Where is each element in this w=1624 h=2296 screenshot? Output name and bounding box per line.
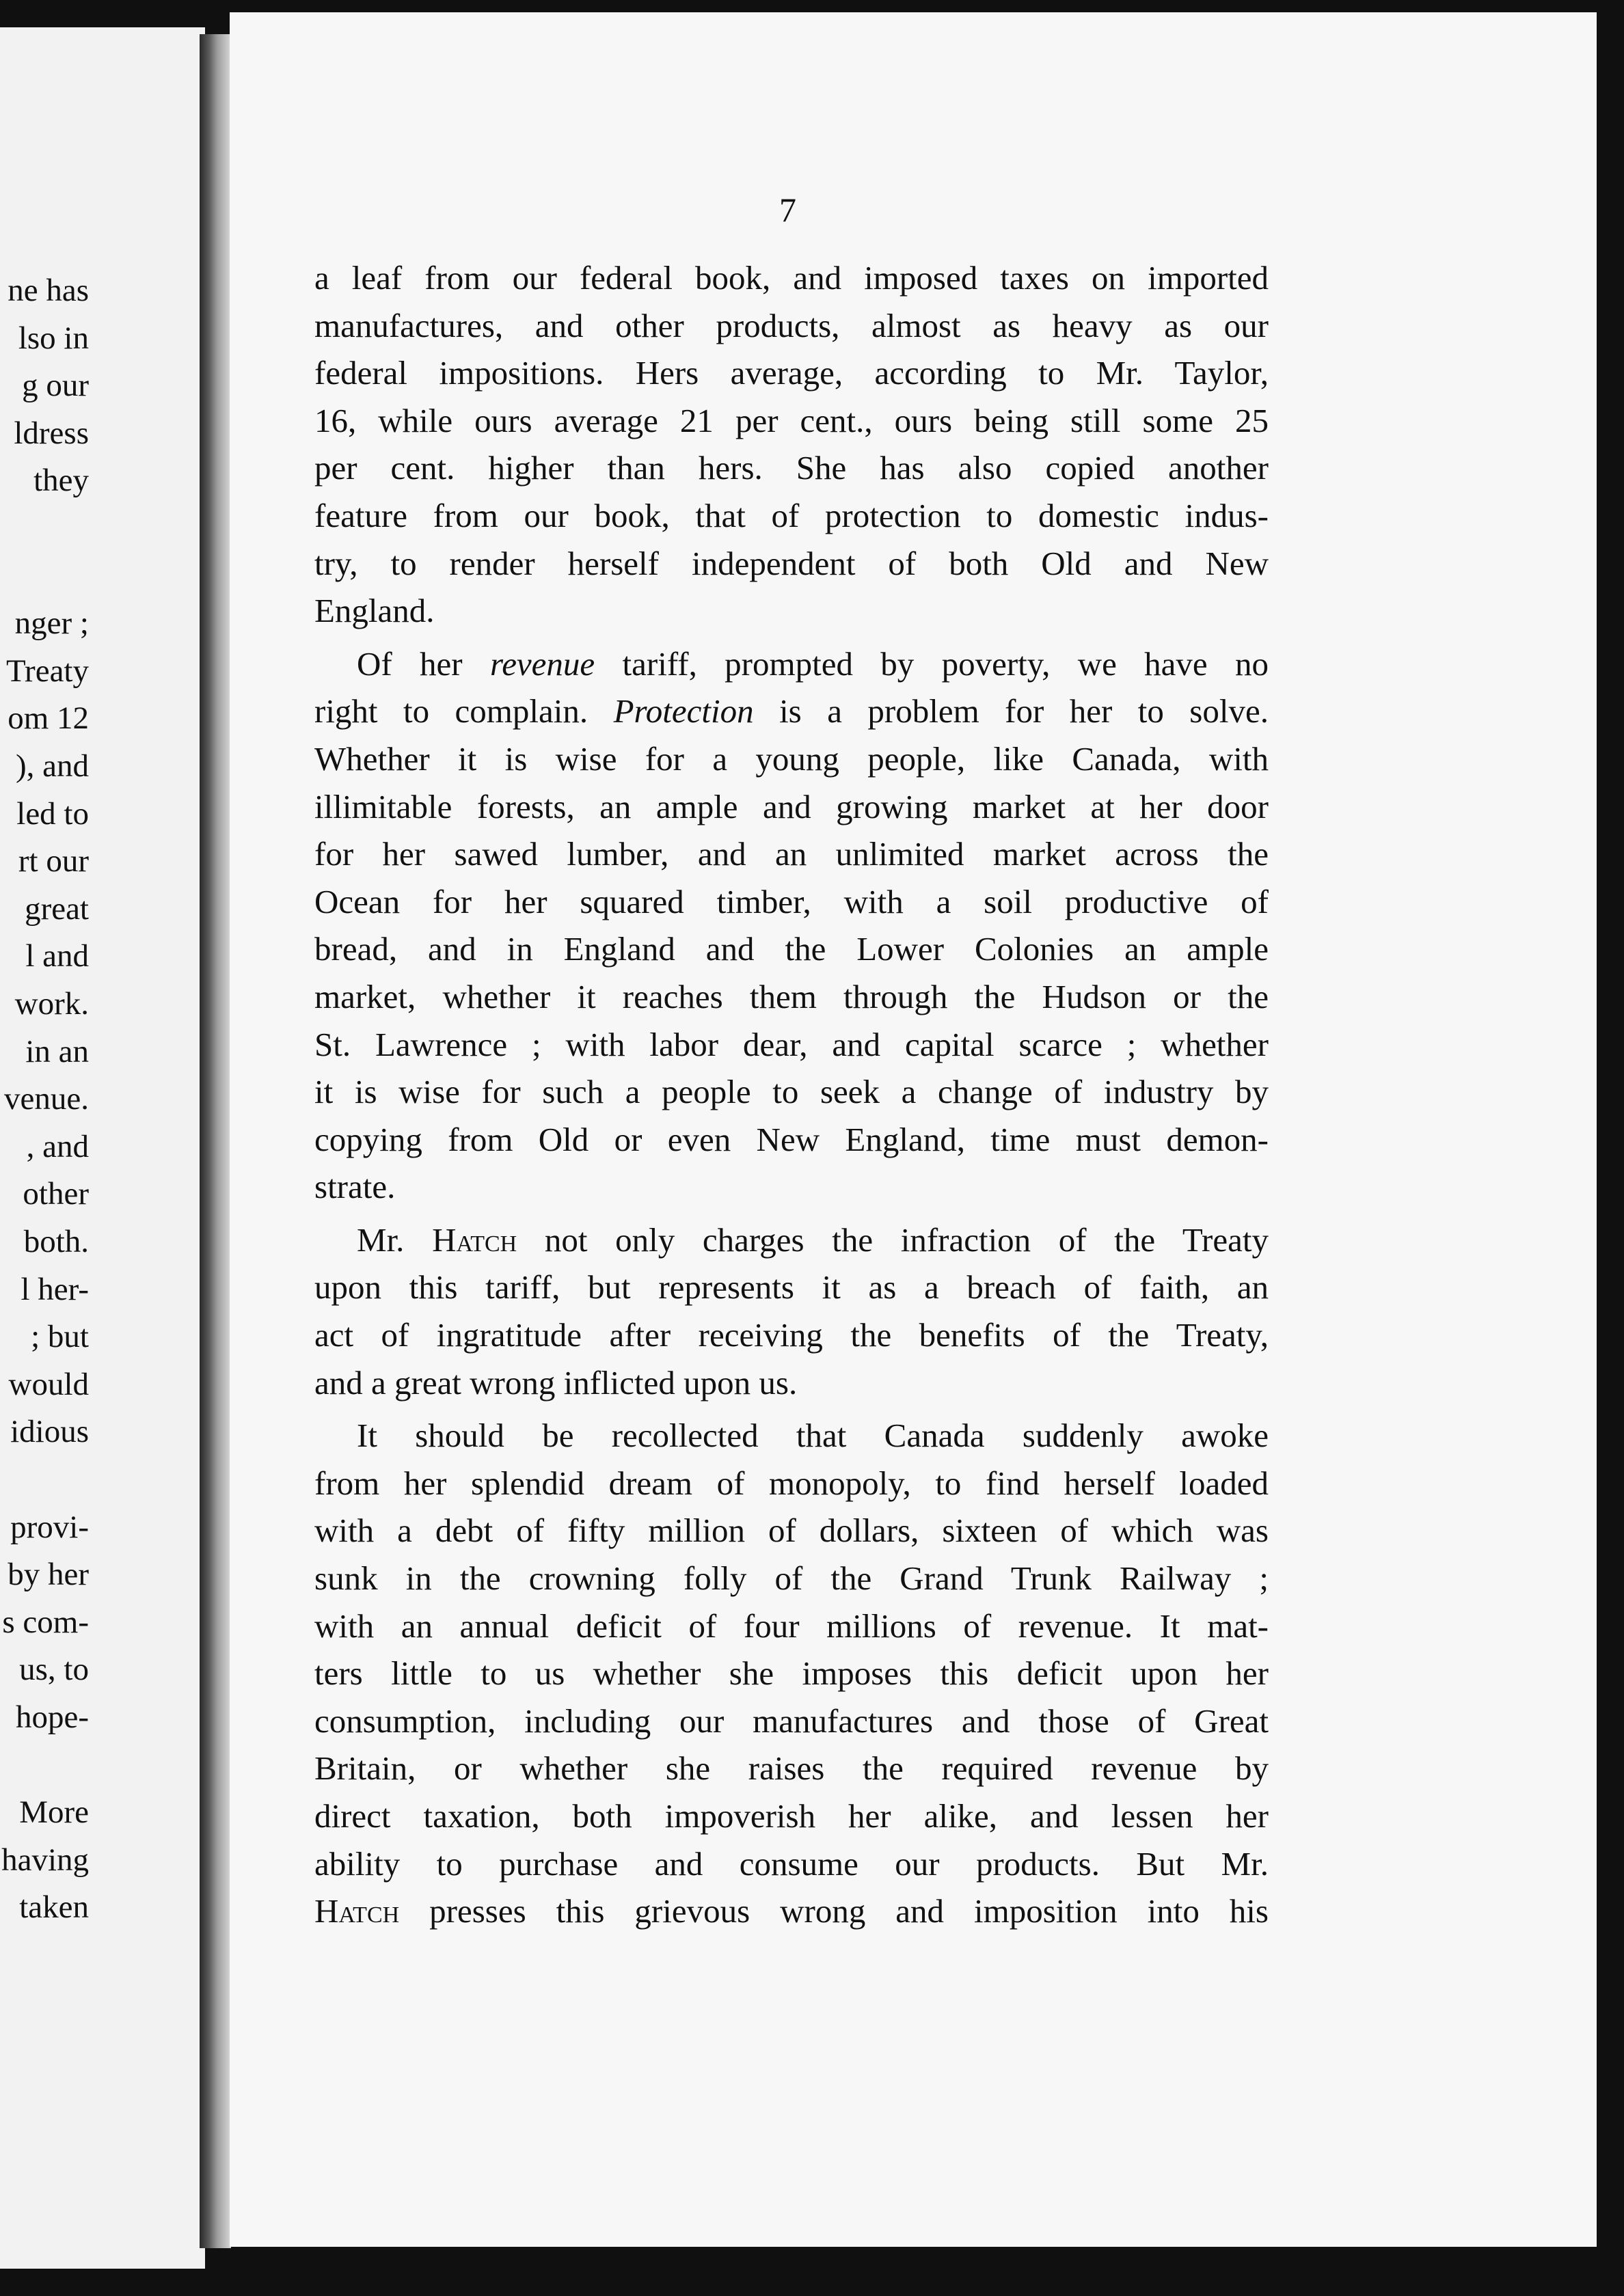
text-line: Whether it is wise for a young people, like Canada, with xyxy=(314,739,1269,778)
left-page xyxy=(0,27,205,2269)
left-page-line: both. xyxy=(23,1224,89,1259)
text-line: consumption, including our manufactures and those of Great xyxy=(314,1702,1269,1740)
left-page-line: lso in xyxy=(18,320,89,356)
left-page-line: having xyxy=(1,1842,89,1878)
left-page-line: would xyxy=(8,1366,89,1402)
left-page-line: rt our xyxy=(18,843,89,879)
text-line: illimitable forests, an ample and growing market at her door xyxy=(314,787,1269,825)
page-number: 7 xyxy=(779,191,796,229)
left-page-line: work. xyxy=(14,986,89,1022)
left-page-line: l and xyxy=(25,938,89,974)
text-line: manufactures, and other products, almost as heavy as our xyxy=(314,306,1269,344)
paragraph-2 xyxy=(314,640,1269,1211)
text-line: ability to purchase and consume our products. But Mr. xyxy=(314,1844,1269,1883)
left-page-line: hope- xyxy=(15,1699,89,1735)
text-line: Ocean for her squared timber, with a soil productive of xyxy=(314,882,1269,920)
left-page-line: in an xyxy=(25,1033,89,1069)
text-line: federal impositions. Hers average, according to Mr. Taylor, xyxy=(314,354,1269,392)
text-line: with an annual deficit of four millions of revenue. It mat- xyxy=(314,1607,1269,1645)
text-line: from her splendid dream of monopoly, to find herself loaded xyxy=(314,1464,1269,1502)
text-line: St. Lawrence ; with labor dear, and capital scarce ; whether xyxy=(314,1025,1269,1063)
text-line: copying from Old or even New England, time must demon- xyxy=(314,1120,1269,1158)
left-page-line: other xyxy=(23,1176,89,1212)
left-page-line: Treaty xyxy=(6,653,89,689)
left-page-line: by her xyxy=(8,1557,89,1593)
text-line: direct taxation, both impoverish her alike, and lessen her xyxy=(314,1797,1269,1835)
text-line: ters little to us whether she imposes this deficit upon her xyxy=(314,1654,1269,1693)
text-line: upon this tariff, but represents it as a breach of faith, an xyxy=(314,1268,1269,1307)
left-page-line: venue. xyxy=(4,1081,89,1117)
text-line: Britain, or whether she raises the required revenue by xyxy=(314,1749,1269,1788)
text-line: 16, while ours average 21 per cent., ours being still some 25 xyxy=(314,401,1269,439)
paragraph-4 xyxy=(314,1412,1269,1935)
text-line: and a great wrong inflicted upon us. xyxy=(314,1363,798,1402)
left-page-line: , and xyxy=(26,1128,89,1164)
paragraph-3 xyxy=(314,1216,1269,1406)
text-line: right to complain. Protection is a problem for her to solve. xyxy=(314,692,1269,730)
left-page-line: great xyxy=(25,890,89,927)
text-line: Of her revenue tariff, prompted by poverty, we have no xyxy=(357,644,1269,683)
left-page-line: provi- xyxy=(10,1509,89,1545)
text-line: it is wise for such a people to seek a change of industry by xyxy=(314,1073,1269,1111)
left-page-line: ne has xyxy=(8,273,89,308)
text-line: Hatch presses this grievous wrong and imposition into his xyxy=(314,1892,1269,1930)
text-line: act of ingratitude after receiving the benefits of the Treaty, xyxy=(314,1316,1269,1354)
left-page-line: ; but xyxy=(31,1319,89,1355)
left-page-line: led to xyxy=(16,795,89,832)
paragraph-1 xyxy=(314,254,1269,635)
text-line: market, whether it reaches them through the Hudson or the xyxy=(314,977,1269,1015)
text-line: for her sawed lumber, and an unlimited market across the xyxy=(314,835,1269,873)
text-line: with a debt of fifty million of dollars, sixteen of which was xyxy=(314,1512,1269,1550)
body-text xyxy=(314,254,1269,1935)
text-line: a leaf from our federal book, and imposed taxes on imported xyxy=(314,259,1269,297)
text-line: feature from our book, that of protection to domestic indus- xyxy=(314,496,1269,534)
text-line: try, to render herself independent of both Old and New xyxy=(314,544,1269,582)
text-line: bread, and in England and the Lower Colonies an ample xyxy=(314,930,1269,968)
left-page-line: s com- xyxy=(2,1604,89,1640)
left-page-line: l her- xyxy=(21,1271,89,1307)
left-page-line: us, to xyxy=(19,1652,89,1688)
book-gutter xyxy=(200,34,231,2248)
text-line: strate. xyxy=(314,1168,396,1206)
left-page-line: ), and xyxy=(15,748,89,784)
left-page-line: om 12 xyxy=(8,700,89,737)
left-page-line: they xyxy=(33,463,89,499)
left-page-line: taken xyxy=(19,1889,89,1926)
left-page-line: idious xyxy=(10,1414,89,1450)
text-line: per cent. higher than hers. She has also copied another xyxy=(314,449,1269,487)
text-line: Mr. Hatch not only charges the infraction of the Treaty xyxy=(357,1220,1269,1259)
left-page-line: g our xyxy=(22,368,89,404)
left-page-line: ldress xyxy=(14,415,89,451)
text-line: sunk in the crowning folly of the Grand Trunk Railway ; xyxy=(314,1559,1269,1598)
left-page-line: nger ; xyxy=(14,605,89,642)
text-line: It should be recollected that Canada suddenly awoke xyxy=(357,1417,1269,1455)
left-page-line: More xyxy=(19,1794,89,1831)
text-line: England. xyxy=(314,592,435,630)
